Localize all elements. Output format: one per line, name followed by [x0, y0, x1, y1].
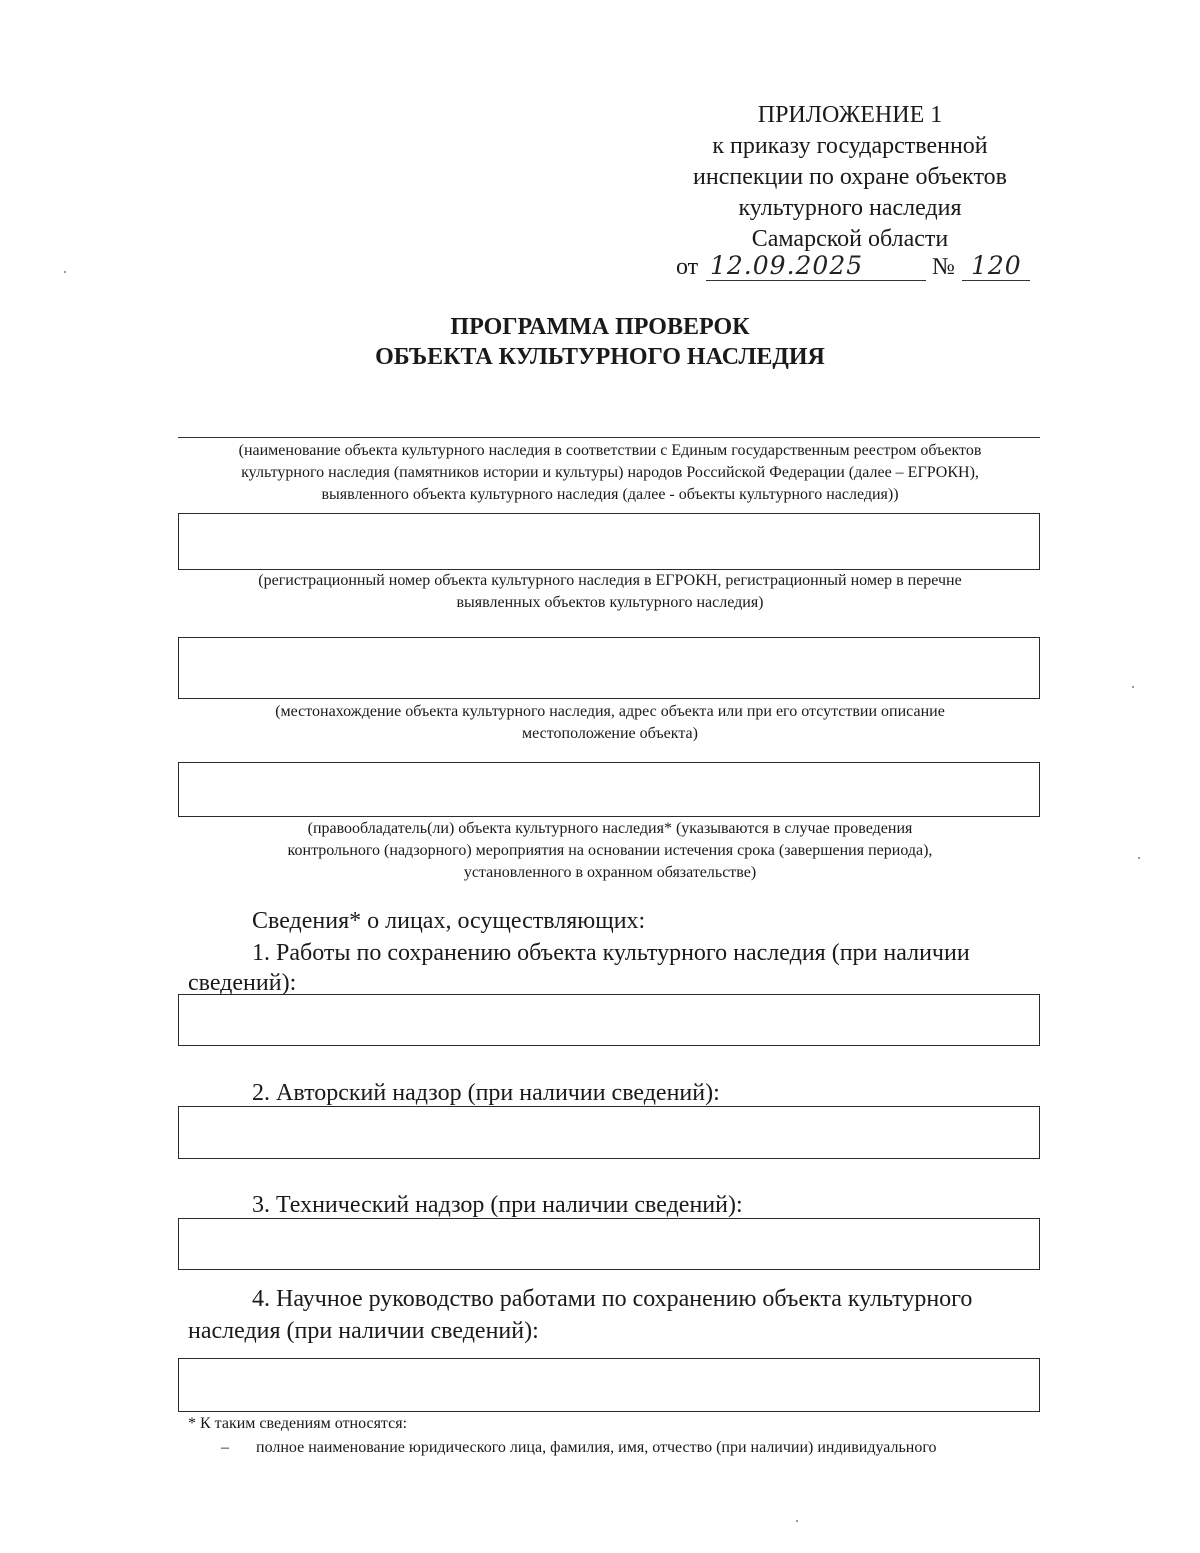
right-holder-field[interactable] — [178, 762, 1040, 817]
document-title-line-1: ПРОГРАММА ПРОВЕРОК — [450, 314, 750, 340]
location-caption — [170, 701, 1050, 745]
registration-number-caption — [170, 570, 1050, 614]
conservation-works-field[interactable] — [178, 994, 1040, 1046]
order-date-handwritten: 12.09.2025 — [710, 251, 864, 280]
scientific-guidance-field[interactable] — [178, 1358, 1040, 1412]
scan-speck — [796, 1520, 798, 1522]
footnote-bullet: – — [221, 1439, 229, 1456]
persons-intro: Сведения* о лицах, осуществляющих: — [252, 908, 646, 934]
scan-speck — [1138, 857, 1140, 859]
caption-line: (правообладатель(ли) объекта культурного наследия* (указываются в случае проведения — [307, 820, 913, 837]
persons-item-3: 3. Технический надзор (при наличии сведений): — [252, 1192, 743, 1218]
appendix-title: ПРИЛОЖЕНИЕ 1 — [757, 102, 943, 128]
caption-line: культурного наследия (памятников истории и культуры) народов Российской Федерации (далее – ЕГРОКН), — [241, 464, 979, 481]
caption-line: (местонахождение объекта культурного наследия, адрес объекта или при его отсутствии описание — [275, 703, 945, 720]
persons-item-1-line-2: сведений): — [188, 970, 297, 996]
number-prefix: № — [932, 254, 955, 280]
caption-line: установленного в охранном обязательстве) — [463, 864, 757, 881]
caption-line: контрольного (надзорного) мероприятия на основании истечения срока (завершения периода), — [287, 842, 933, 859]
location-field[interactable] — [178, 637, 1040, 699]
object-name-line — [178, 437, 1040, 438]
order-number-handwritten: 120 — [971, 251, 1022, 280]
right-holder-caption — [170, 818, 1050, 884]
appendix-line-4: Самарской области — [751, 226, 949, 252]
persons-item-4-line-1: 4. Научное руководство работами по сохранению объекта культурного — [252, 1286, 973, 1312]
caption-line: (наименование объекта культурного наследия в соответствии с Единым государственным реестром объектов — [238, 442, 982, 459]
scan-speck — [64, 271, 66, 273]
caption-line: выявленного объекта культурного наследия (далее - объекты культурного наследия)) — [321, 486, 899, 503]
footnote-item-1: полное наименование юридического лица, фамилия, имя, отчество (при наличии) индивидуального — [256, 1439, 937, 1456]
object-name-caption — [170, 440, 1050, 506]
footnote-title: * К таким сведениям относятся: — [188, 1415, 408, 1432]
technical-supervision-field[interactable] — [178, 1218, 1040, 1270]
order-date-row — [676, 251, 1036, 286]
caption-line: (регистрационный номер объекта культурного наследия в ЕГРОКН, регистрационный номер в перечне — [258, 572, 962, 589]
persons-item-2: 2. Авторский надзор (при наличии сведений): — [252, 1080, 720, 1106]
caption-line: местоположение объекта) — [522, 725, 698, 742]
appendix-line-1: к приказу государственной — [712, 133, 988, 159]
appendix-header — [640, 100, 1060, 255]
registration-number-field[interactable] — [178, 513, 1040, 570]
author-supervision-field[interactable] — [178, 1106, 1040, 1159]
date-prefix: от — [676, 254, 699, 280]
document-title-line-2: ОБЪЕКТА КУЛЬТУРНОГО НАСЛЕДИЯ — [375, 344, 825, 370]
caption-line: выявленных объектов культурного наследия) — [456, 594, 764, 611]
persons-item-4-line-2: наследия (при наличии сведений): — [188, 1318, 539, 1344]
date-underline — [706, 280, 926, 281]
number-underline — [962, 280, 1030, 281]
appendix-line-3: культурного наследия — [738, 195, 962, 221]
appendix-line-2: инспекции по охране объектов — [693, 164, 1007, 190]
persons-item-1-line-1: 1. Работы по сохранению объекта культурного наследия (при наличии — [252, 940, 970, 966]
scan-speck — [1132, 686, 1134, 688]
